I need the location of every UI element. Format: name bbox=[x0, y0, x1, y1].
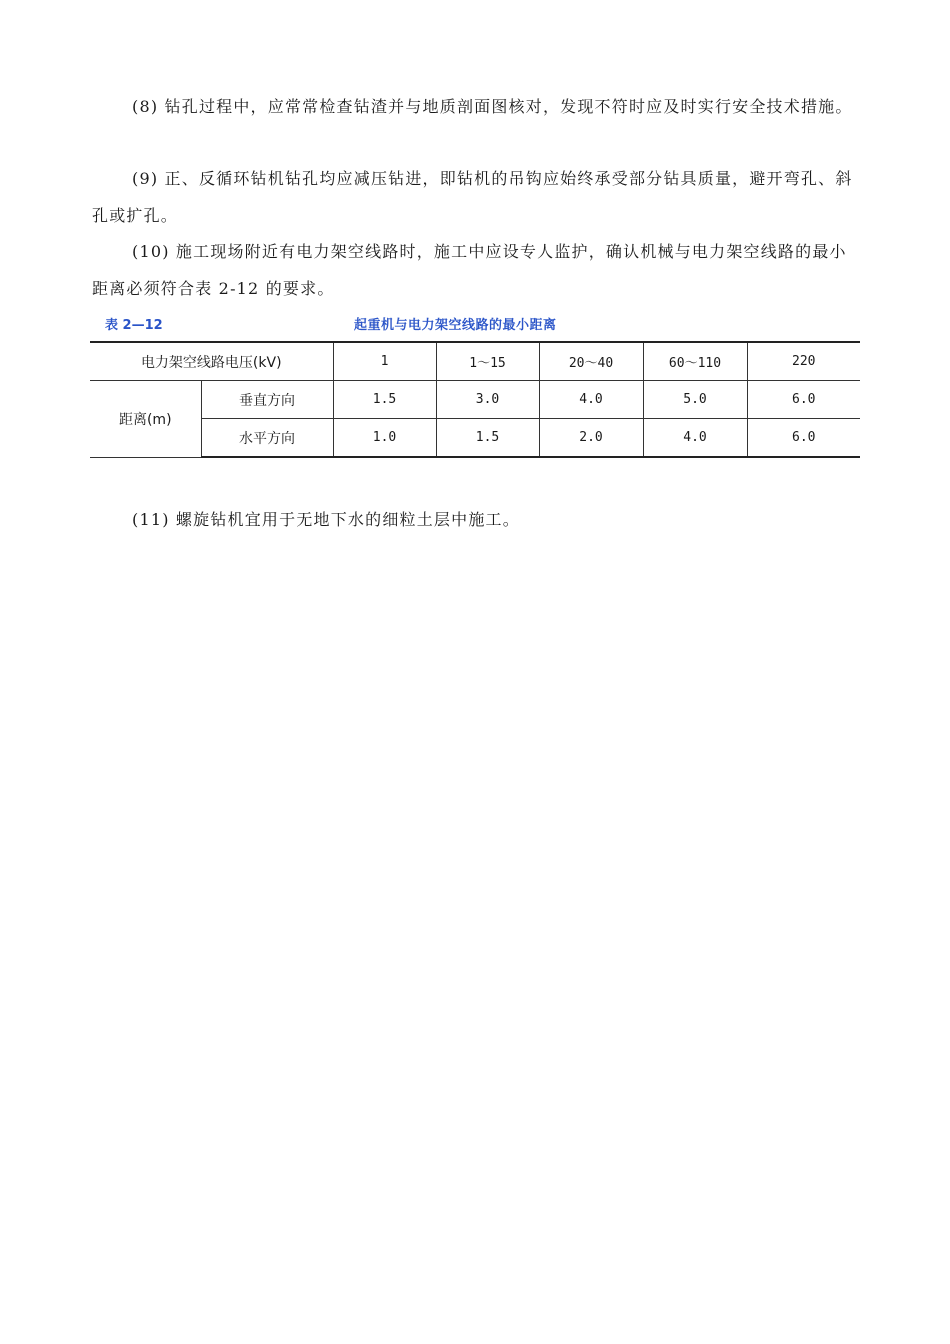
value-cell: 1.5 bbox=[333, 381, 436, 419]
value-cell: 5.0 bbox=[643, 381, 747, 419]
paragraph-11: (11) 螺旋钻机宜用于无地下水的细粒土层中施工。 bbox=[132, 510, 520, 529]
distance-group-cell: 距离(m) bbox=[90, 381, 201, 458]
table-caption bbox=[92, 312, 860, 334]
paragraph-9: (9) 正、反循环钻机钻孔均应减压钻进，即钻机的吊钩应始终承受部分钻具质量，避开弯孔、斜孔或扩孔。 bbox=[92, 169, 853, 225]
voltage-cell: 20～40 bbox=[539, 342, 643, 381]
value-cell: 4.0 bbox=[539, 381, 643, 419]
value-cell: 6.0 bbox=[747, 381, 860, 419]
value-cell: 1.5 bbox=[436, 419, 539, 458]
value-cell: 2.0 bbox=[539, 419, 643, 458]
table-row bbox=[90, 381, 860, 419]
value-cell: 4.0 bbox=[643, 419, 747, 458]
value-cell: 1.0 bbox=[333, 419, 436, 458]
voltage-cell: 1～15 bbox=[436, 342, 539, 381]
voltage-header-cell: 电力架空线路电压(kV) bbox=[90, 342, 333, 381]
value-cell: 3.0 bbox=[436, 381, 539, 419]
paragraph-8: (8) 钻孔过程中，应常常检查钻渣并与地质剖面图核对，发现不符时应及时实行安全技术措施。 bbox=[132, 97, 853, 116]
table-number: 表 2—12 bbox=[105, 318, 163, 333]
table-header-row bbox=[90, 342, 860, 381]
paragraph-10: (10) 施工现场附近有电力架空线路时，施工中应设专人监护，确认机械与电力架空线路的最小距离必须符合表 2-12 的要求。 bbox=[92, 242, 847, 298]
voltage-cell: 1 bbox=[333, 342, 436, 381]
row-label-cell: 垂直方向 bbox=[201, 381, 333, 419]
row-label-cell: 水平方向 bbox=[201, 419, 333, 458]
voltage-cell: 60～110 bbox=[643, 342, 747, 381]
value-cell: 6.0 bbox=[747, 419, 860, 458]
table-title: 起重机与电力架空线路的最小距离 bbox=[354, 318, 557, 333]
voltage-cell: 220 bbox=[747, 342, 860, 381]
table-row bbox=[90, 419, 860, 458]
distance-table bbox=[90, 341, 860, 458]
